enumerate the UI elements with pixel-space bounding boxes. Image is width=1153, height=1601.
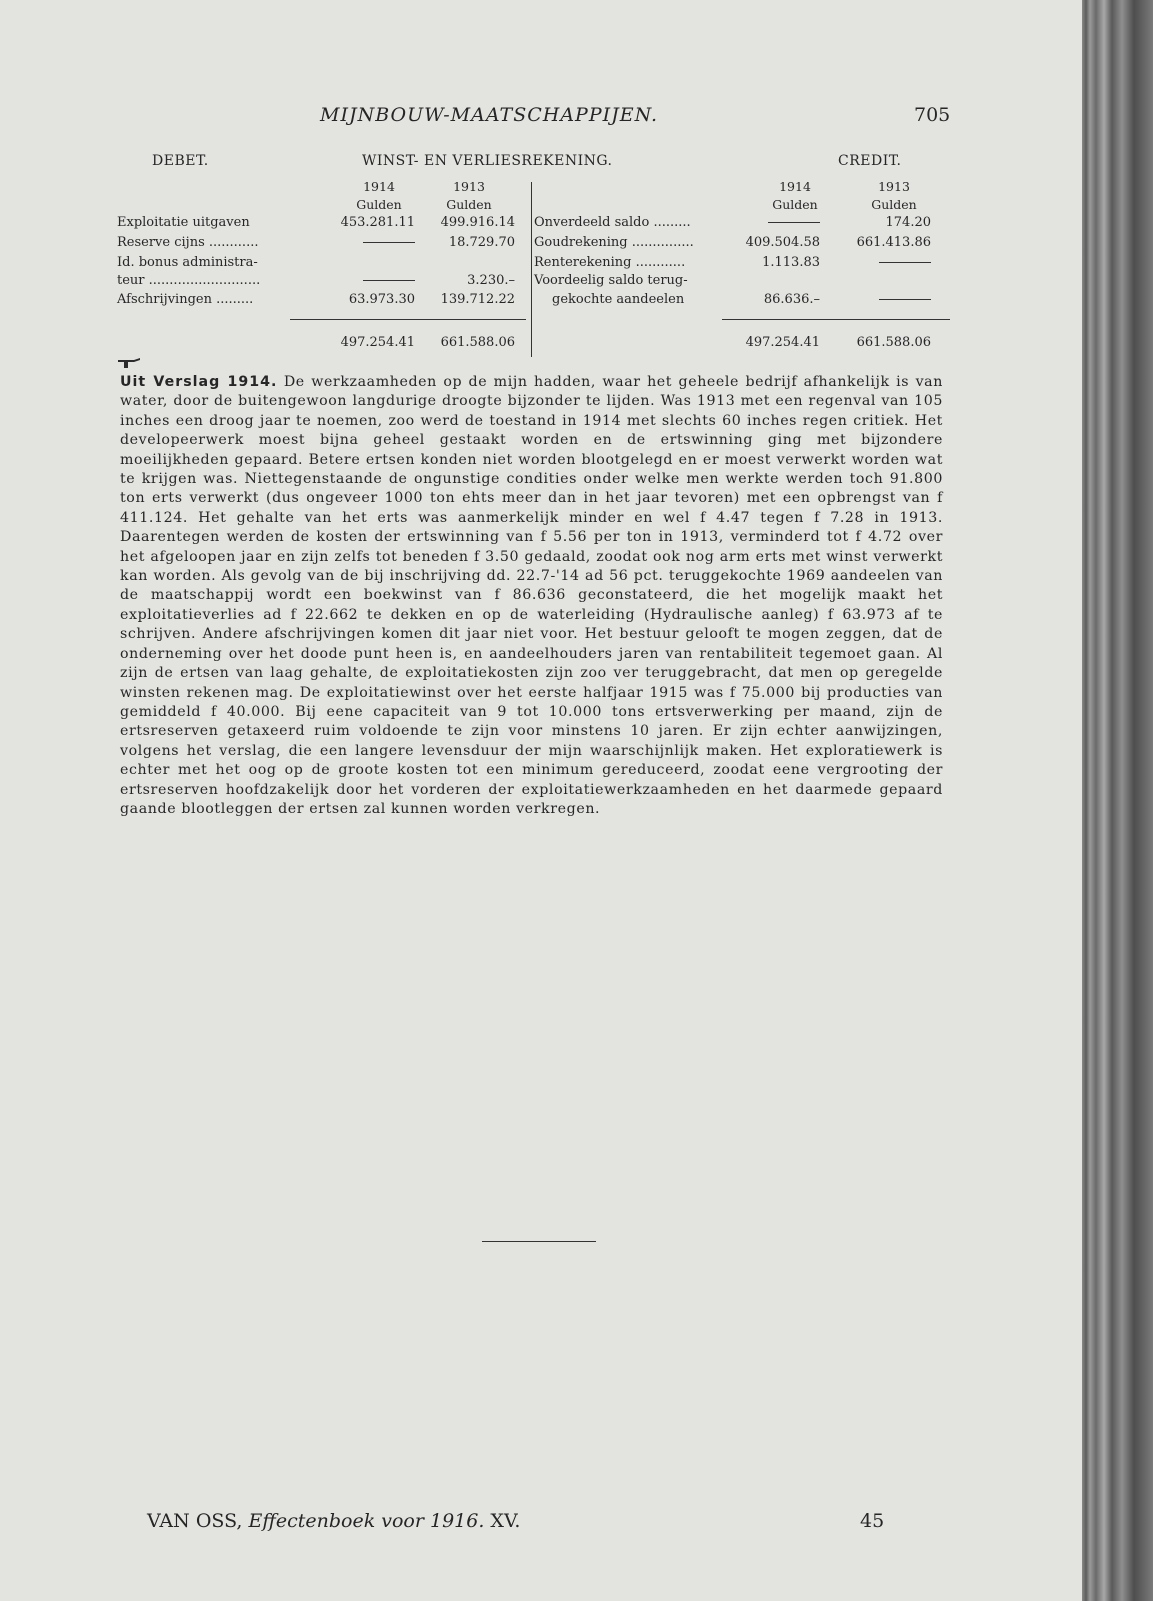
debit-total-1913: 661.588.06 (440, 335, 515, 350)
credit-total-1913: 661.588.06 (856, 335, 931, 350)
credit-row-1913-empty (841, 292, 931, 307)
debit-total-rule (290, 319, 526, 320)
footer-volume: XV. (490, 1510, 521, 1532)
footer-book-title: Effectenboek voor 1916. (248, 1510, 485, 1532)
credit-row-1913-empty (841, 255, 931, 270)
credit-currency-1914: Gulden (772, 197, 818, 212)
debit-row-1913: 18.729.70 (448, 235, 515, 250)
running-title: MIJNBOUW-MAATSCHAPPIJEN. (320, 104, 659, 126)
debit-row-1913: 3.230.– (467, 273, 515, 288)
debit-row-1913: 139.712.22 (440, 292, 515, 307)
table-divider (531, 182, 532, 357)
credit-row-1914: 86.636.– (763, 292, 820, 307)
debit-total-1914: 497.254.41 (340, 335, 415, 350)
credit-row-1913: 661.413.86 (856, 235, 931, 250)
debit-currency-1914: Gulden (356, 197, 402, 212)
credit-row-1913: 174.20 (885, 215, 931, 230)
debet-label: DEBET. (152, 153, 209, 169)
footer-citation (147, 1510, 520, 1532)
account-title: WINST- EN VERLIESREKENING. (362, 153, 613, 169)
credit-label: CREDIT. (838, 153, 902, 169)
credit-year-1913: 1913 (878, 179, 910, 194)
credit-currency-1913: Gulden (871, 197, 917, 212)
debit-row-label: Afschrijvingen ......... (117, 292, 254, 307)
debit-year-1914: 1914 (363, 179, 395, 194)
report-paragraph (120, 373, 943, 819)
footer-signature: 45 (860, 1510, 885, 1532)
debit-row-1913: 499.916.14 (440, 215, 515, 230)
debit-row-1914: 453.281.11 (340, 215, 415, 230)
credit-row-1914-empty (730, 215, 820, 230)
debit-row-label: teur ........................... (117, 273, 261, 288)
debit-row-label: Id. bonus administra- (117, 255, 258, 270)
credit-row-label: gekochte aandeelen (552, 292, 685, 307)
footer-author: VAN OSS, (147, 1510, 243, 1532)
debit-row-1914-empty (325, 235, 415, 250)
credit-row-1914: 409.504.58 (745, 235, 820, 250)
page-number: 705 (914, 104, 951, 126)
end-rule (482, 1241, 596, 1242)
report-lead: Uit Verslag 1914. (120, 374, 278, 390)
credit-row-label: Goudrekening ............... (534, 235, 694, 250)
credit-row-1914: 1.113.83 (762, 255, 820, 270)
book-page-edges (1082, 0, 1153, 1601)
debit-row-1914-empty (325, 273, 415, 288)
credit-year-1914: 1914 (779, 179, 811, 194)
debit-currency-1913: Gulden (446, 197, 492, 212)
credit-row-label: Renterekening ............ (534, 255, 686, 270)
pointing-hand-icon (118, 357, 140, 369)
debit-row-1914: 63.973.30 (348, 292, 415, 307)
debit-row-label: Reserve cijns ............ (117, 235, 259, 250)
credit-total-1914: 497.254.41 (745, 335, 820, 350)
report-text: De werkzaamheden op de mijn hadden, waar het geheele bedrijf afhankelijk is van water, door de buitengewoon langdurige droogte bijzonder te lijden. Was 1913 met een regenval van 105 inches een droog jaar te noemen, zoo werd de toestand in 1914 met slechts 60 inches regen critiek. Het developeerwerk moest bijna geheel gestaakt worden en de ertswinning ging met bijzondere moeilijkheden gepaard. Betere ertsen konden niet worden blootgelegd en er moest verwerkt worden wat te krijgen was. Niettegenstaande de ongunstige condities onder welke men werkte werden toch 91.800 ton erts verwerkt (dus ongeveer 1000 ton ehts meer dan in het jaar tevoren) met een opbrengst van f 411.124. Het gehalte van het erts was aanmerkelijk minder en wel f 4.47 tegen f 7.28 in 1913. Daarentegen werden de kosten der ertswinning van f 5.56 per ton in 1913, verminderd tot f 4.72 over het afgeloopen jaar en zijn zelfs tot beneden f 3.50 gedaald, zoodat ook nog arm erts met winst verwerkt kan worden. Als gevolg van de bij inschrijving dd. 22.7-'14 ad 56 pct. teruggekochte 1969 aandeelen van de maatschappij wordt een boekwinst van f 86.636 geconstateerd, die het mogelijk maakt het exploitatieverlies ad f 22.662 te dekken en op de waterleiding (Hydraulische aanleg) f 63.973 af te schrijven. Andere afschrijvingen komen dit jaar niet voor. Het bestuur gelooft te mogen zeggen, dat de onderneming over het doode punt heen is, en aandeelhouders jaren van rentabiliteit tegemoet gaan. Al zijn de ertsen van laag gehalte, de exploitatiekosten zijn zoo ver teruggebracht, dat men op geregelde winsten rekenen mag. De exploitatiewinst over het eerste halfjaar 1915 was f 75.000 bij producties van gemiddeld f 40.000. Bij eene capaciteit van 9 tot 10.000 tons ertsverwerking per maand, zijn de ertsreserven getaxeerd ruim voldoende te zijn voor minstens 10 jaren. Er zijn echter aanwijzingen, volgens het verslag, die een langere levensduur der mijn waarschijnlijk maken. Het exploratiewerk is echter met het oog op de groote kosten tot een minimum gereduceerd, zoodat eene vergrooting der ertsreserven hoofdzakelijk door het vorderen der exploitatiewerkzaamheden en het daarmede gepaard gaande blootleggen der ertsen zal kunnen worden verkregen. (120, 374, 943, 817)
debit-row-label: Exploitatie uitgaven (117, 215, 250, 230)
credit-row-label: Voordeelig saldo terug- (534, 273, 688, 288)
debit-year-1913: 1913 (453, 179, 485, 194)
credit-total-rule (722, 319, 950, 320)
credit-row-label: Onverdeeld saldo ......... (534, 215, 691, 230)
